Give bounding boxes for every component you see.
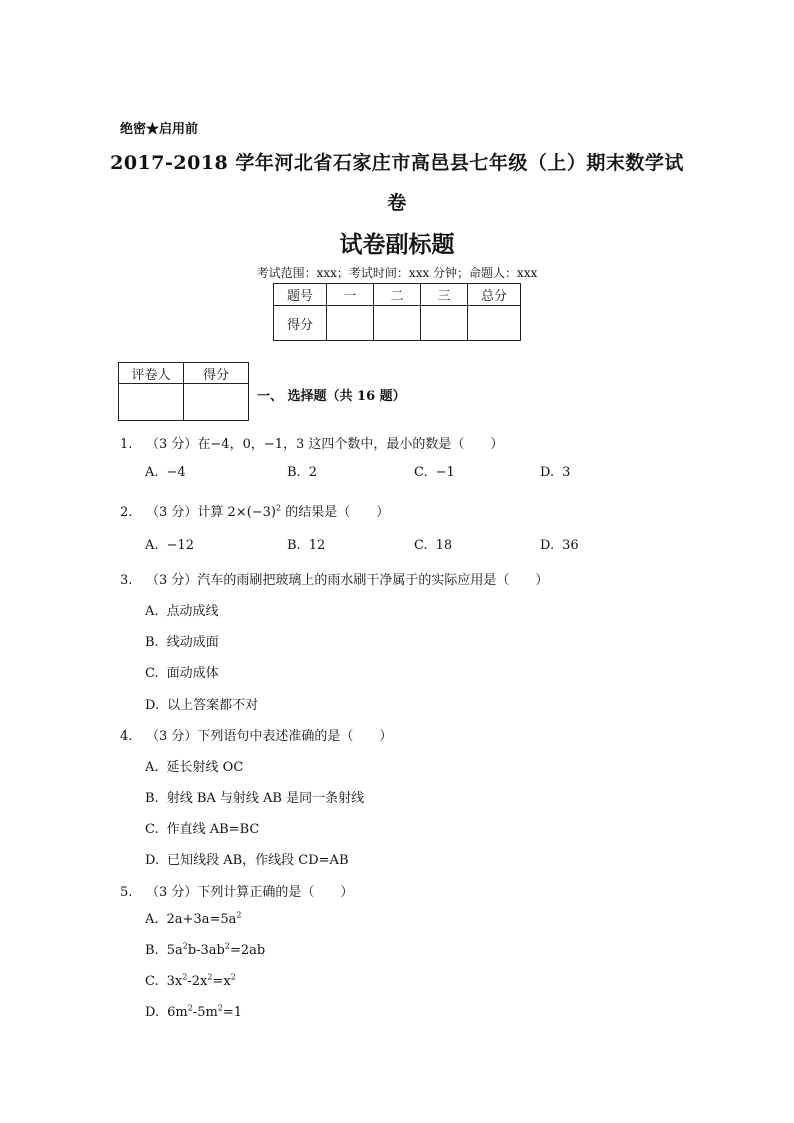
- q4-option-a[interactable]: A. 延长射线 OC: [145, 760, 244, 775]
- score-header-part2: 二: [374, 284, 421, 306]
- q4-option-d[interactable]: D. 已知线段 AB，作线段 CD=AB: [145, 853, 349, 868]
- q3-option-b[interactable]: B. 线动成面: [145, 635, 219, 650]
- score-cell-total[interactable]: [468, 306, 521, 341]
- q2-option-b[interactable]: B. 12: [287, 538, 326, 553]
- question-2: [120, 501, 389, 520]
- question-5: [120, 881, 353, 900]
- q5-option-a[interactable]: A. $2a+3a=5a^2$: [145, 910, 242, 927]
- exam-title-line1: 2017-2018 学年河北省石家庄市高邑县七年级（上）期末数学试: [110, 152, 684, 174]
- score-cell-part2[interactable]: [374, 306, 421, 341]
- question-text: （3 分）计算 2×(−3): [146, 505, 277, 520]
- score-table-header-row: [274, 284, 521, 306]
- section-title: 一、 选择题（共 16 题）: [257, 389, 406, 404]
- question-number: 5.: [120, 885, 133, 900]
- secret-label: 绝密★启用前: [120, 122, 199, 137]
- exam-title-line2: 卷: [387, 192, 407, 214]
- question-number: 3.: [120, 573, 133, 588]
- q3-option-a[interactable]: A. 点动成线: [145, 604, 219, 619]
- q4-option-b[interactable]: B. 射线 BA 与射线 AB 是同一条射线: [145, 791, 365, 806]
- question-number: 2.: [120, 505, 133, 520]
- grader-header-score: 得分: [184, 363, 249, 384]
- q1-option-d[interactable]: D. 3: [540, 465, 571, 480]
- q2-option-d[interactable]: D. 36: [540, 538, 579, 553]
- q4-option-c[interactable]: C. 作直线 AB=BC: [145, 822, 260, 837]
- grader-table-header-row: [119, 363, 249, 384]
- score-header-total: 总分: [468, 284, 521, 306]
- q2-option-a[interactable]: A. −12: [145, 538, 194, 553]
- grader-table: [118, 362, 249, 421]
- grader-header-reviewer: 评卷人: [119, 363, 184, 384]
- question-text: （3 分）汽车的雨刷把玻璃上的雨水刷干净属于的实际应用是（ ）: [146, 573, 549, 588]
- score-table-body-row: [274, 306, 521, 341]
- question-text: （3 分）下列语句中表述准确的是（ ）: [146, 729, 393, 744]
- score-header-part1: 一: [327, 284, 374, 306]
- q3-option-c[interactable]: C. 面动成体: [145, 666, 219, 681]
- question-1: [120, 433, 503, 452]
- q1-option-a[interactable]: A. −4: [145, 465, 186, 480]
- q1-option-b[interactable]: B. 2: [287, 465, 317, 480]
- q1-option-c[interactable]: C. −1: [414, 465, 455, 480]
- question-text-tail: 的结果是（ ）: [281, 505, 390, 520]
- exponent: 2: [276, 503, 282, 513]
- question-number: 4.: [120, 729, 133, 744]
- grader-cell-score[interactable]: [184, 384, 249, 421]
- q3-option-d[interactable]: D. 以上答案都不对: [145, 698, 259, 713]
- score-table: [273, 283, 521, 341]
- q5-option-b[interactable]: B. $5a^2b-3ab^2=2ab$: [145, 941, 266, 958]
- score-header-question-no: 题号: [274, 284, 327, 306]
- q5-option-c[interactable]: C. $3x^2-2x^2=x^2$: [145, 972, 236, 989]
- question-text: （3 分）下列计算正确的是（ ）: [146, 885, 354, 900]
- exam-subtitle: 试卷副标题: [339, 231, 455, 258]
- exam-info: 考试范围：xxx；考试时间：xxx 分钟；命题人：xxx: [256, 266, 538, 280]
- score-cell-part1[interactable]: [327, 306, 374, 341]
- q2-option-c[interactable]: C. 18: [414, 538, 453, 553]
- question-4: [120, 725, 392, 744]
- question-3: [120, 569, 548, 588]
- question-text: （3 分）在−4，0，−1，3 这四个数中，最小的数是（ ）: [146, 437, 504, 452]
- grader-table-body-row: [119, 384, 249, 421]
- score-row-label: 得分: [274, 306, 327, 341]
- question-number: 1.: [120, 437, 133, 452]
- q5-option-d[interactable]: D. $6m^2-5m^2=1$: [145, 1003, 243, 1020]
- score-header-part3: 三: [421, 284, 468, 306]
- score-cell-part3[interactable]: [421, 306, 468, 341]
- grader-cell-reviewer[interactable]: [119, 384, 184, 421]
